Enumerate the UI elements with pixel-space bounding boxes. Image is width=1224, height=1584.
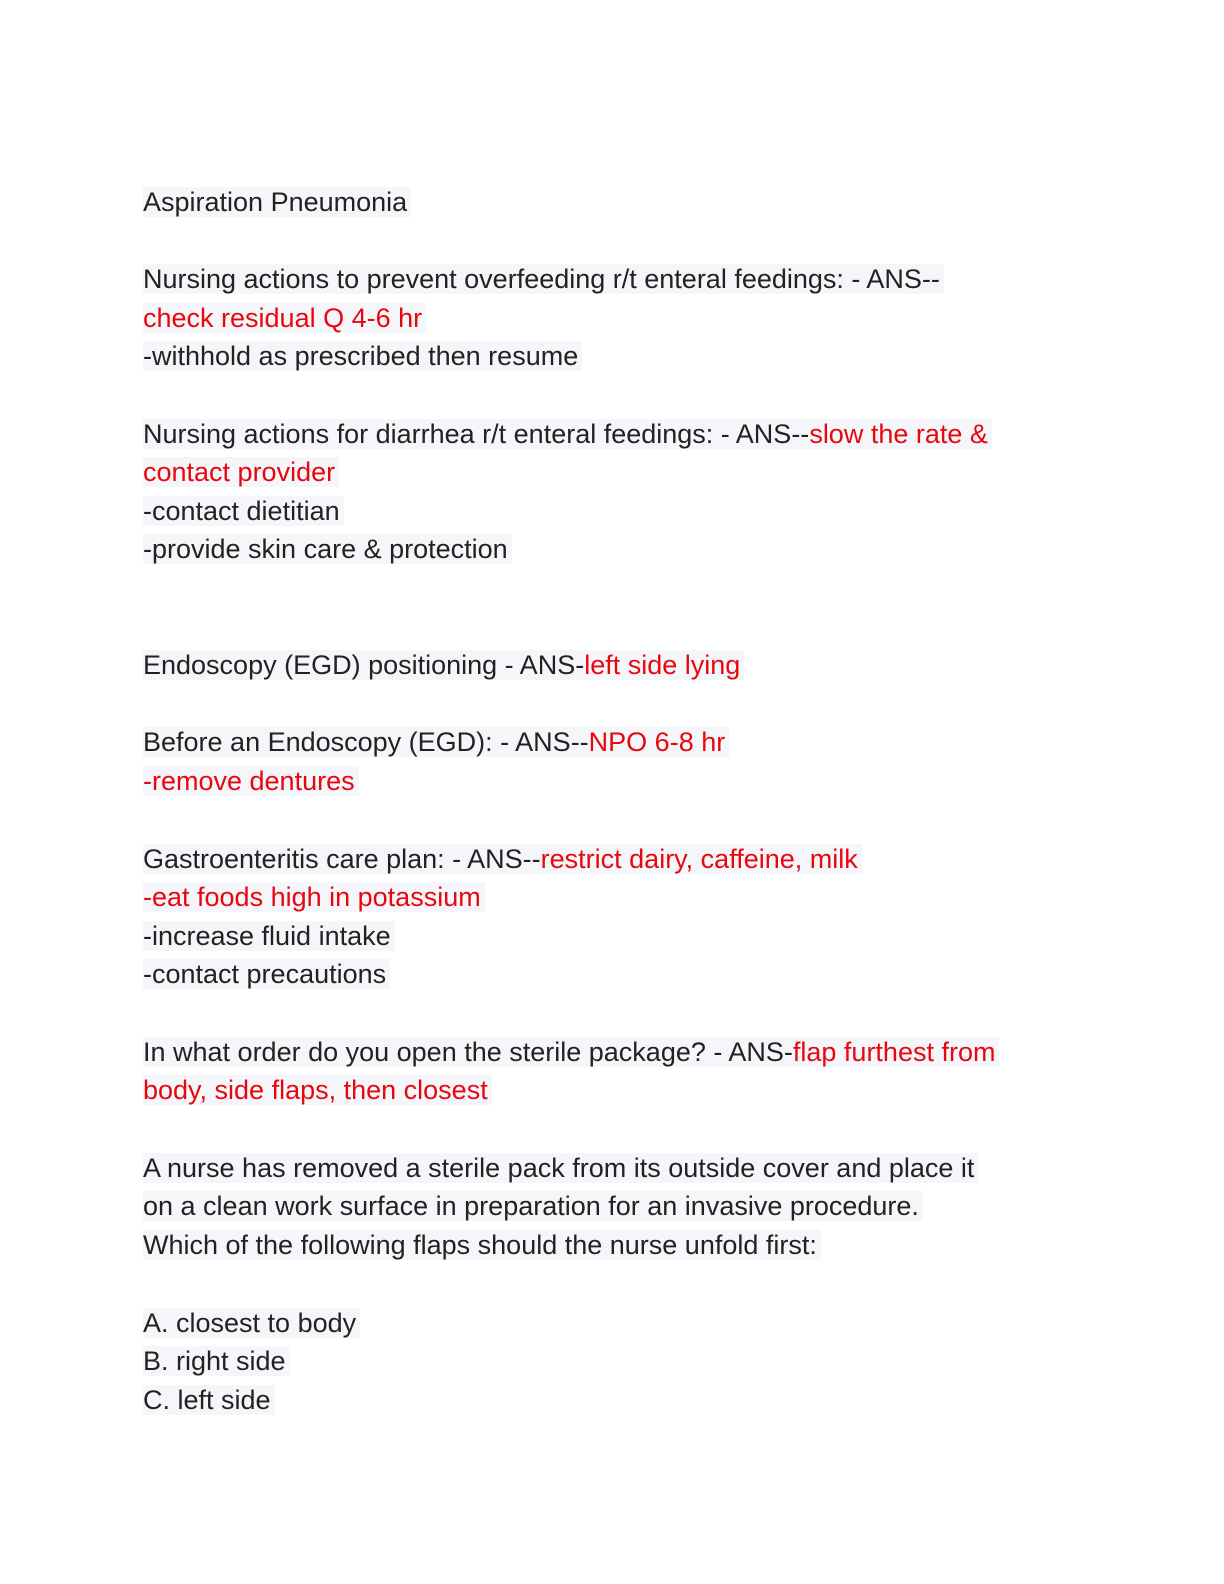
q2-question: Nursing actions for diarrhea r/t enteral feedings: - ANS--: [143, 419, 810, 449]
q2-detail-2: -provide skin care & protection: [143, 534, 512, 564]
q5-detail-line-1: [143, 917, 395, 955]
q3-answer: left side lying: [584, 650, 741, 680]
q5-answer-2: -eat foods high in potassium: [143, 882, 485, 912]
q4-question-line: [143, 723, 729, 761]
q5-answer-1: restrict dairy, caffeine, milk: [540, 844, 858, 874]
q2-answer-part1: slow the rate &: [809, 419, 988, 449]
q4-answer-line: [143, 762, 359, 800]
q6-answer-line: [143, 1071, 492, 1109]
document-title: [143, 183, 411, 221]
q1-detail-line: [143, 337, 582, 375]
q2-detail-1: -contact dietitian: [143, 496, 344, 526]
q1-question: Nursing actions to prevent overfeeding r/t enteral feedings: - ANS--: [143, 264, 944, 294]
q5-detail-2: -contact precautions: [143, 959, 390, 989]
q7-option-b: [143, 1342, 290, 1380]
q6-answer-1: flap furthest from: [792, 1037, 996, 1067]
q2-answer-part2: contact provider: [143, 457, 339, 487]
q7-text-1: A nurse has removed a sterile pack from its outside cover and place it: [143, 1153, 978, 1183]
q7-option-c: [143, 1381, 275, 1419]
option-b-text: B. right side: [143, 1346, 290, 1376]
q5-detail-1: -increase fluid intake: [143, 921, 395, 951]
q4-answer-2: -remove dentures: [143, 766, 359, 796]
q1-answer-line: [143, 299, 426, 337]
q1-question-line: [143, 260, 944, 298]
option-a-text: A. closest to body: [143, 1308, 360, 1338]
option-c-text: C. left side: [143, 1385, 275, 1415]
q1-detail: -withhold as prescribed then resume: [143, 341, 582, 371]
q2-question-line: [143, 415, 992, 453]
q5-answer-line: [143, 878, 485, 916]
q7-text-2: on a clean work surface in preparation for an invasive procedure.: [143, 1191, 923, 1221]
q2-detail-line-2: [143, 530, 512, 568]
q5-detail-line-2: [143, 955, 390, 993]
q5-question: Gastroenteritis care plan: - ANS--: [143, 844, 541, 874]
q6-answer-2: body, side flaps, then closest: [143, 1075, 492, 1105]
title-text: Aspiration Pneumonia: [143, 187, 411, 217]
q7-line-2: [143, 1187, 923, 1225]
q3-question: Endoscopy (EGD) positioning - ANS-: [143, 650, 585, 680]
q4-question: Before an Endoscopy (EGD): - ANS--: [143, 727, 589, 757]
q1-answer: check residual Q 4-6 hr: [143, 303, 426, 333]
q7-text-3: Which of the following flaps should the nurse unfold first:: [143, 1230, 821, 1260]
q6-question-line: [143, 1033, 999, 1071]
q2-detail-line-1: [143, 492, 344, 530]
q7-line-3: [143, 1226, 821, 1264]
q2-answer-line: [143, 453, 339, 491]
q3-line: [143, 646, 744, 684]
q4-answer-1: NPO 6-8 hr: [588, 727, 726, 757]
q5-question-line: [143, 840, 862, 878]
q6-question: In what order do you open the sterile package? - ANS-: [143, 1037, 793, 1067]
q7-option-a: [143, 1304, 360, 1342]
q7-line-1: [143, 1149, 978, 1187]
